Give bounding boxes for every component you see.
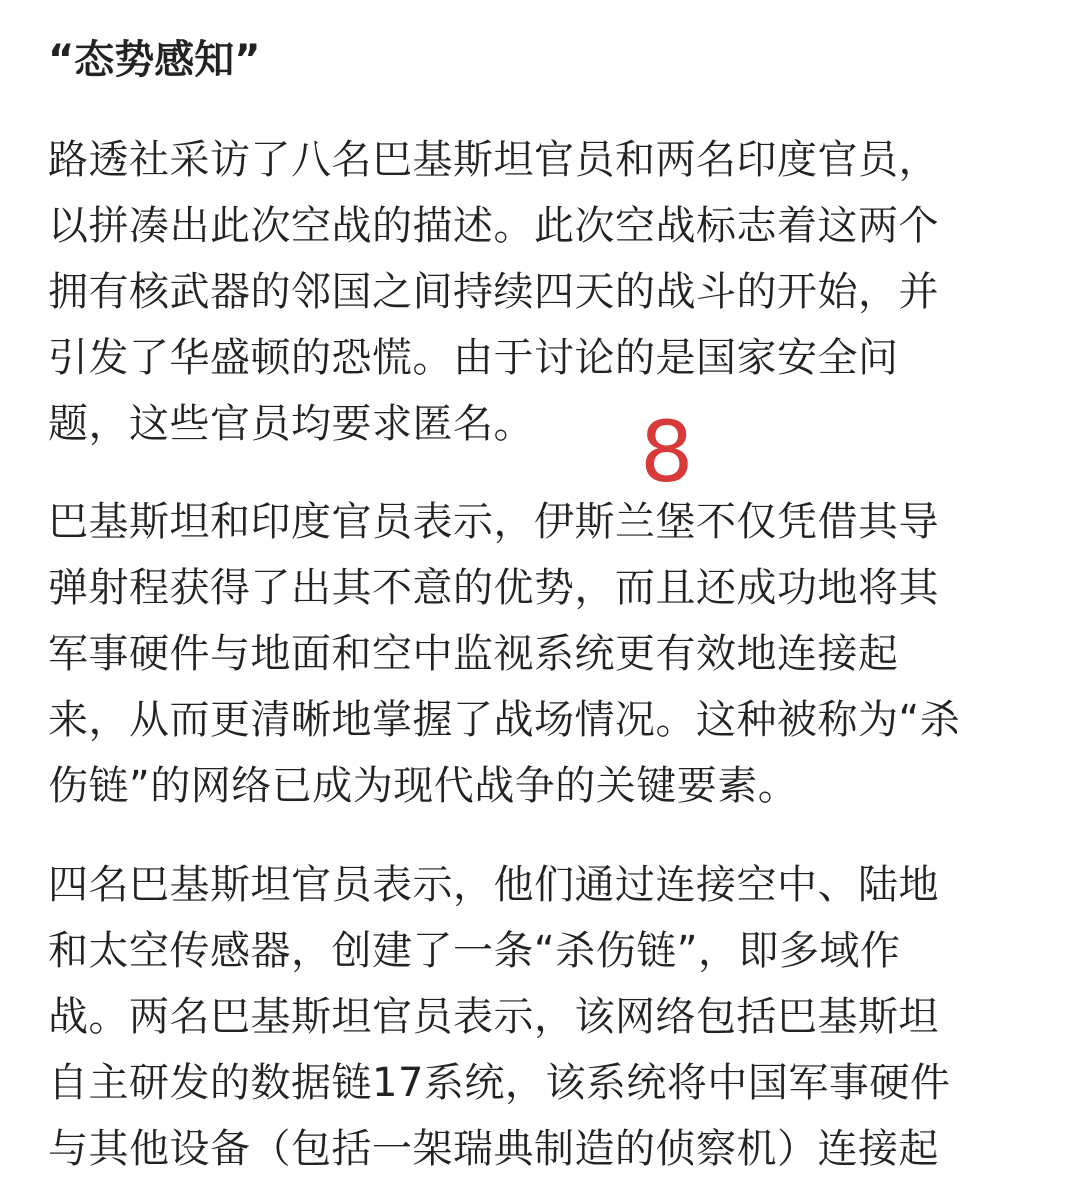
paragraph-3 (48, 852, 950, 1182)
paragraph-line: 军事硬件与地面和空中监视系统更有效地连接起 (48, 631, 899, 677)
paragraph-line: 自主研发的数据链17系统，该系统将中国军事硬件 (48, 1060, 951, 1106)
paragraph-line: 巴基斯坦和印度官员表示，伊斯兰堡不仅凭借其导 (48, 499, 939, 545)
paragraph-2 (48, 489, 960, 819)
paragraph-line: 题，这些官员均要求匿名。 (48, 401, 534, 447)
paragraph-line: 弹射程获得了出其不意的优势，而且还成功地将其 (48, 565, 939, 611)
paragraph-line: 战。两名巴基斯坦官员表示，该网络包括巴基斯坦 (48, 994, 939, 1040)
paragraph-line: 四名巴基斯坦官员表示，他们通过连接空中、陆地 (48, 862, 939, 908)
paragraph-line: 以拼凑出此次空战的描述。此次空战标志着这两个 (48, 203, 939, 249)
paragraph-line: 拥有核武器的邻国之间持续四天的战斗的开始，并 (48, 269, 939, 315)
paragraph-line: 来，从而更清晰地掌握了战场情况。这种被称为“杀 (48, 697, 961, 743)
section-heading: “态势感知” (48, 37, 261, 83)
paragraph-line: 路透社采访了八名巴基斯坦官员和两名印度官员， (48, 137, 939, 183)
paragraph-line: 与其他设备（包括一架瑞典制造的侦察机）连接起 (48, 1126, 939, 1172)
paragraph-line: 和太空传感器，创建了一条“杀伤链”，即多域作 (48, 928, 901, 974)
overlay-page-number: 8 (640, 403, 694, 501)
paragraph-line: 引发了华盛顿的恐慌。由于讨论的是国家安全问 (48, 335, 899, 381)
paragraph-line: 伤链”的网络已成为现代战争的关键要素。 (48, 763, 799, 809)
paragraph-1 (48, 127, 939, 457)
